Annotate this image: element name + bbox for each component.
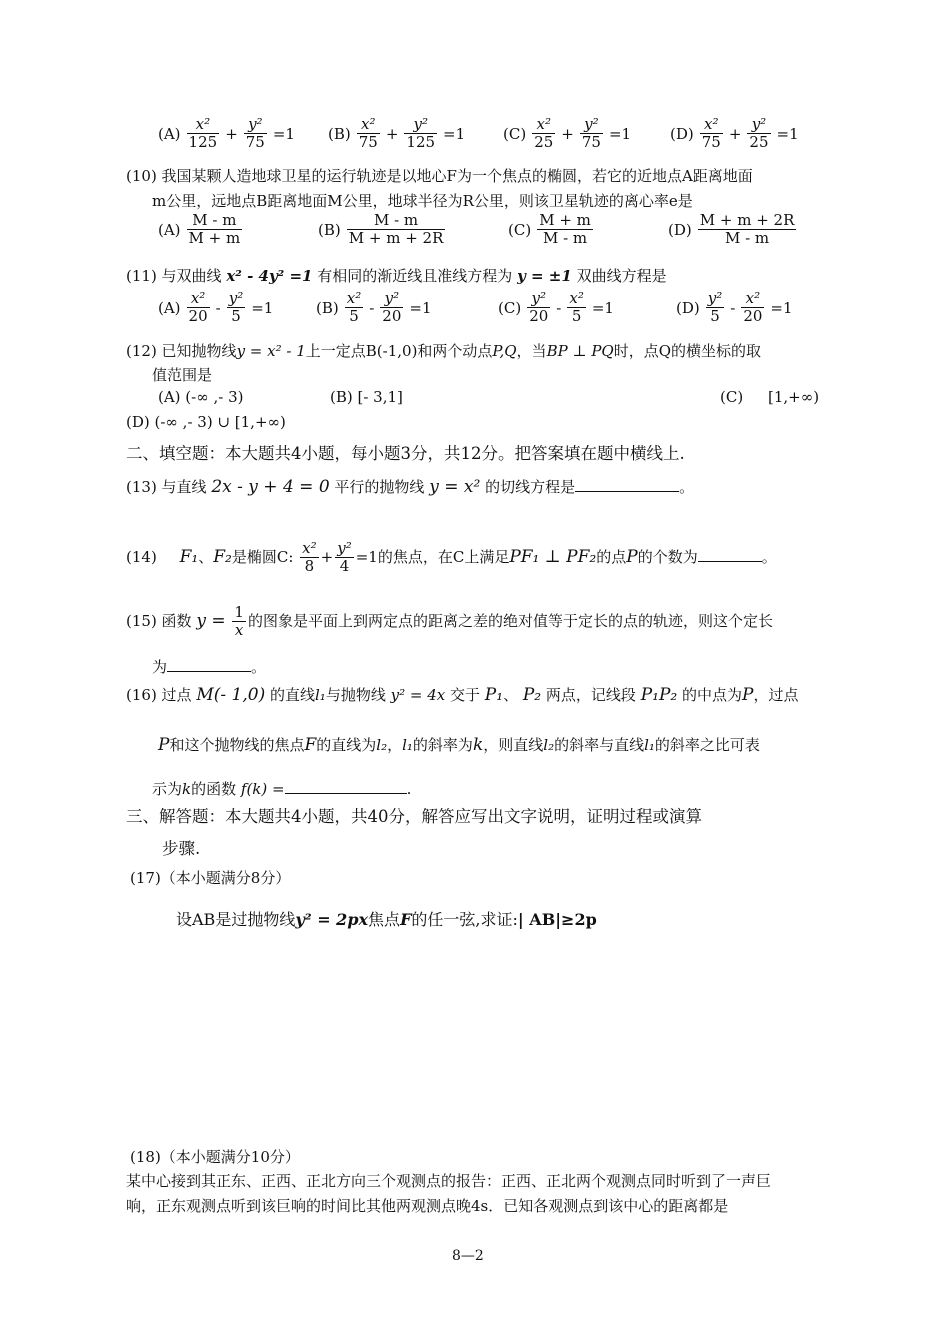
section-heading-answer-1: 三、解答题：本大题共4小题，共40分，解答应写出文字说明，证明过程或演算 — [126, 807, 702, 826]
q10-line2: m公里，远地点B距离地面M公里，地球半径为R公里，则该卫星轨迹的离心率e是 — [152, 192, 693, 210]
answer-blank[interactable] — [167, 670, 251, 672]
q10-option-a: (A) $\frac{M - m}{M + m}$ — [158, 211, 241, 248]
q17-heading: (17)（本小题满分8分） — [130, 869, 291, 887]
q10-line1: (10) 我国某颗人造地球卫星的运行轨迹是以地心F为一个焦点的椭圆，若它的近地点A距离地面 — [126, 167, 753, 185]
q11-directrix: y = ±1 — [517, 267, 572, 285]
q11-hyperbola: x² - 4y² =1 — [226, 267, 313, 285]
q9-option-b: (B) $\frac{\text{x²}}{75}$ + $\frac{\text{y²}}{125}$ =1 — [328, 115, 466, 152]
q18-line2: 响，正东观测点听到该巨响的时间比其他两观测点晚4s．已知各观测点到该中心的距离都是 — [126, 1197, 729, 1215]
fraction: $\frac{\text{x²}}{8}$ — [302, 539, 317, 576]
answer-blank[interactable] — [575, 490, 679, 492]
q17-body: 设AB是过抛物线y² = 2px焦点F的任一弦,求证:| AB|≥2p — [176, 910, 597, 929]
q11-option-d: (D) $\frac{\text{y²}}{5}$ - $\frac{\text{x²}}{20}$ =1 — [676, 289, 793, 326]
q16-line1: (16) 过点 M(- 1,0) 的直线l₁与抛物线 y² = 4x 交于 P₁、 P₂ 两点，记线段 P₁P₂ 的中点为P，过点 — [126, 685, 799, 705]
fraction: $\frac{\text{x²}}{20}$ — [743, 289, 763, 326]
q10-option-d: (D) $\frac{M + m + 2R}{M - m}$ — [668, 211, 795, 248]
q12-option-b: (B) [- 3,1] — [330, 388, 403, 406]
fraction: $\frac{\text{y²}}{5}$ — [228, 289, 244, 326]
q16-line3: 示为k的函数 f(k) = . — [152, 780, 412, 798]
section-heading-fill-in: 二、填空题：本大题共4小题，每小题3分，共12分。把答案填在题中横线上. — [126, 444, 685, 463]
q10-option-b: (B) $\frac{M - m}{M + m + 2R}$ — [318, 211, 444, 248]
answer-blank[interactable] — [285, 792, 407, 794]
fraction: $\frac{\text{x²}}{125}$ — [188, 115, 218, 152]
fraction: $\frac{M + m + 2R}{M - m}$ — [699, 211, 795, 248]
fraction: $\frac{\text{y²}}{20}$ — [529, 289, 549, 326]
q11-option-b: (B) $\frac{\text{x²}}{5}$ - $\frac{\text{y²}}{20}$ =1 — [316, 289, 432, 326]
q9-option-d: (D) $\frac{\text{x²}}{75}$ + $\frac{\text{y²}}{25}$ =1 — [670, 115, 799, 152]
fraction: $\frac{\text{y²}}{25}$ — [749, 115, 769, 152]
q11-option-c: (C) $\frac{\text{y²}}{20}$ - $\frac{\text{x²}}{5}$ =1 — [498, 289, 614, 326]
fraction: $\frac{M + m}{M - m}$ — [539, 211, 591, 248]
q10-option-c: (C) $\frac{M + m}{M - m}$ — [508, 211, 591, 248]
q11-option-a: (A) $\frac{\text{x²}}{20}$ - $\frac{\text{y²}}{5}$ =1 — [158, 289, 274, 326]
fraction: $\frac{\text{x²}}{75}$ — [358, 115, 378, 152]
q9-option-c: (C) $\frac{\text{x²}}{25}$ + $\frac{\text{y²}}{75}$ =1 — [503, 115, 632, 152]
fraction: $\frac{\text{x²}}{20}$ — [188, 289, 208, 326]
page-number: 8—2 — [452, 1248, 484, 1264]
q12-line2: 值范围是 — [152, 366, 213, 384]
q15-line1: (15) 函数 y = $\frac{1}{x}$ 的图象是平面上到两定点的距离之差的绝对值等于定长的点的轨迹，则这个定长 — [126, 603, 773, 640]
q16-line2: P和这个抛物线的焦点F的直线为l₂，l₁的斜率为k，则直线l₂的斜率与直线l₁的斜率之比可表 — [158, 735, 760, 755]
fraction: $\frac{\text{x²}}{25}$ — [534, 115, 554, 152]
fraction: $\frac{\text{x²}}{5}$ — [569, 289, 584, 326]
q12-option-d: (D) (-∞ ,- 3) ∪ [1,+∞) — [126, 413, 286, 431]
q12-line1: (12) 已知抛物线y = x² - 1上一定点B(-1,0)和两个动点P,Q，当BP ⊥ PQ时，点Q的横坐标的取 — [126, 342, 762, 360]
fraction: $\frac{\text{y²}}{4}$ — [337, 539, 352, 576]
fraction: $\frac{M - m}{M + m + 2R}$ — [348, 211, 444, 248]
q11-options — [158, 290, 838, 336]
q15-line2: 为 。 — [152, 658, 267, 676]
q12-option-c-label: (C) — [720, 388, 744, 406]
section-heading-answer-2: 步骤. — [162, 839, 201, 858]
answer-blank[interactable] — [698, 560, 762, 562]
fraction: $\frac{\text{y²}}{125}$ — [406, 115, 436, 152]
q18-line1: 某中心接到其正东、正西、正北方向三个观测点的报告：正西、正北两个观测点同时听到了一声巨 — [126, 1172, 772, 1190]
fraction: $\frac{\text{y²}}{20}$ — [382, 289, 402, 326]
q13: (13) 与直线 2x - y + 4 = 0 平行的抛物线 y = x² 的切线方程是 。 — [126, 477, 695, 497]
q9-option-a: (A) $\frac{\text{x²}}{125}$ + $\frac{\text{y²}}{75}$ =1 — [158, 115, 295, 152]
q10-options — [158, 212, 838, 258]
fraction: $\frac{\text{x²}}{75}$ — [701, 115, 721, 152]
q18-heading: (18)（本小题满分10分） — [130, 1148, 300, 1166]
q14: (14) F₁、F₂是椭圆C: $\frac{\text{x²}}{8}$ + $\frac{\text{y²}}{4}$ =1的焦点，在C上满足PF₁ ⊥ PF₂的点P的个数为 。 — [126, 539, 777, 576]
fraction: $\frac{\text{y²}}{75}$ — [245, 115, 265, 152]
q12-option-a: (A) (-∞ ,- 3) — [158, 388, 244, 406]
fraction: $\frac{M - m}{M + m}$ — [188, 211, 241, 248]
q11-stem: (11) 与双曲线 x² - 4y² =1 有相同的渐近线且准线方程为 y = ±1 双曲线方程是 — [126, 267, 667, 285]
fraction: $\frac{\text{x²}}{5}$ — [346, 289, 362, 326]
q12-option-c: [1,+∞) — [768, 388, 820, 406]
fraction: $\frac{\text{y²}}{75}$ — [581, 115, 601, 152]
fraction: $\frac{\text{y²}}{5}$ — [707, 289, 723, 326]
fraction: $\frac{1}{x}$ — [234, 603, 244, 640]
